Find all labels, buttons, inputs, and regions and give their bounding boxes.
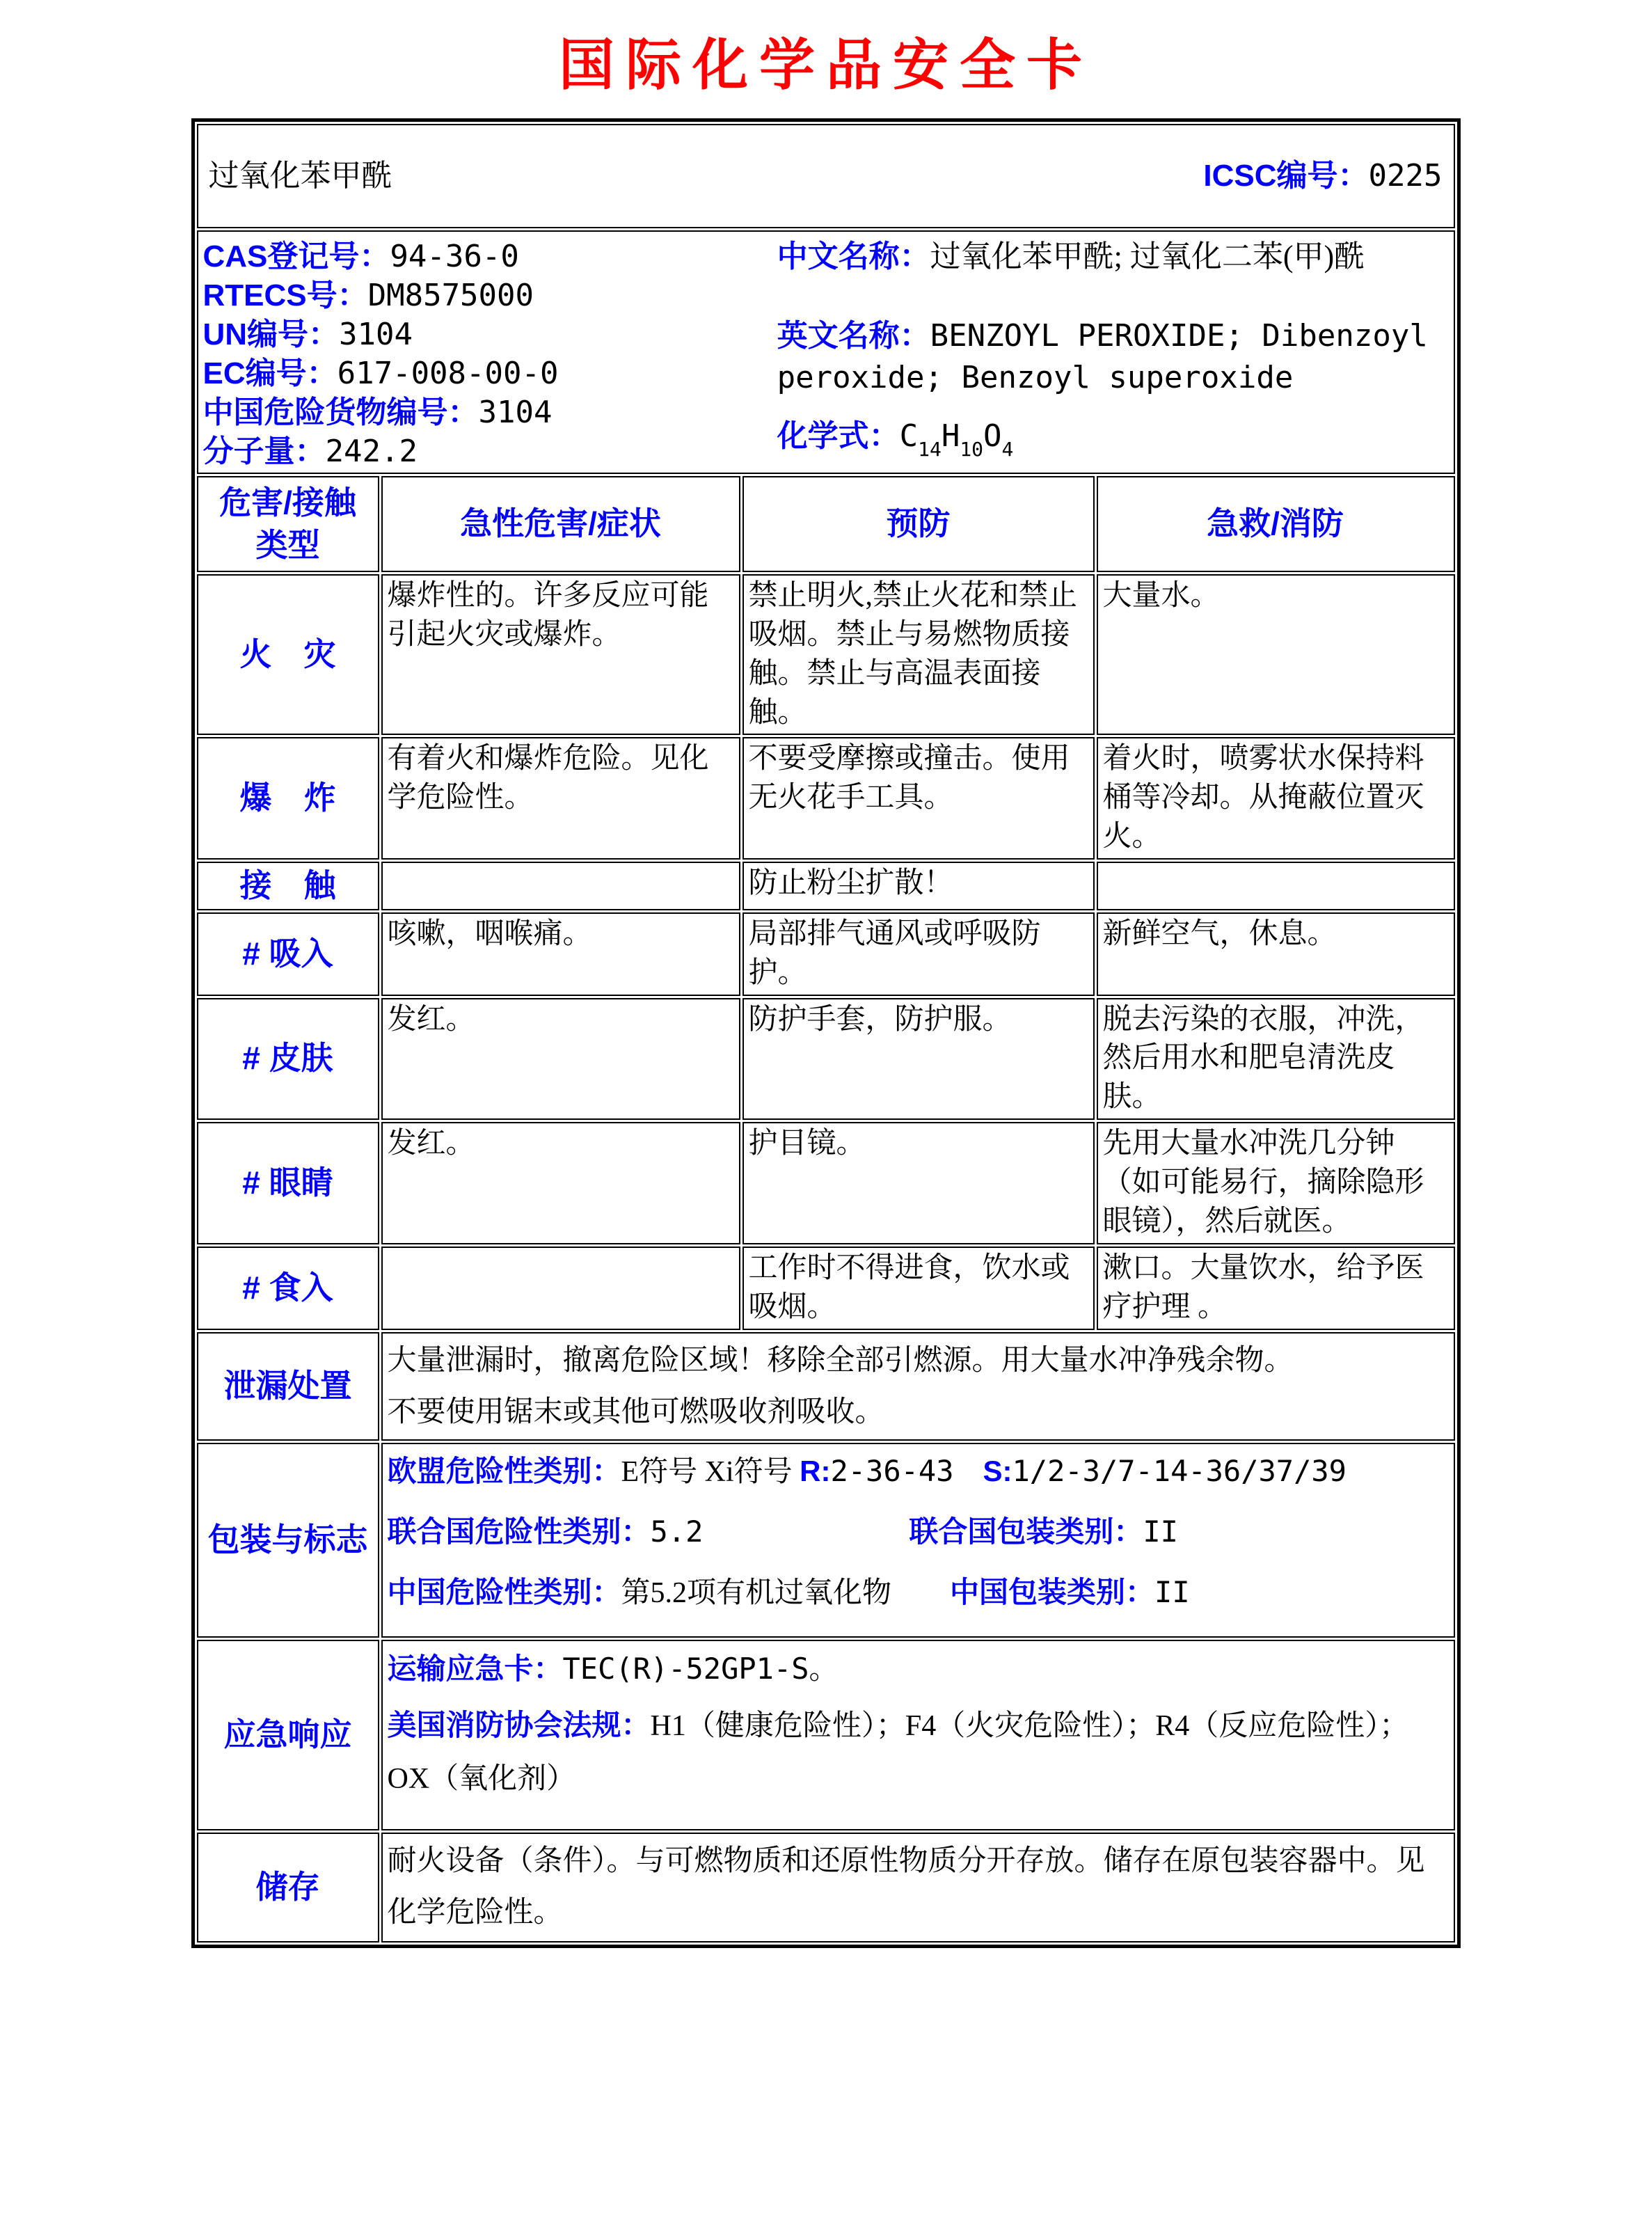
exposure-prevention-cell: 防止粉尘扩散！ [742,862,1095,910]
explosion-type-cell: 爆 炸 [197,737,379,860]
cn-pack-group: II [1154,1574,1190,1609]
ec-number-value: 617-008-00-0 [337,356,559,391]
hazard-row-eyes [197,1122,1454,1244]
eyes-prevention-cell: 护目镜。 [742,1122,1095,1244]
card-title-row [197,124,1454,228]
identifiers-left-column [202,237,774,471]
storage-label-cell: 储存 [197,1833,379,1943]
skin-response-cell: 脱去污染的衣服，冲洗，然后用水和肥皂清洗皮肤。 [1097,998,1454,1121]
transport-emergency-card-line: 运输应急卡：TEC(R)-52GP1-S。 [387,1651,839,1686]
chemical-formula-line [777,417,1448,461]
identifiers-row [197,230,1454,474]
cn-classification-line: 中国危险性类别：第5.2项有机过氧化物 中国包装类别：II [387,1574,1190,1609]
skin-symptoms-cell: 发红。 [381,998,740,1121]
explosion-response-cell: 着火时，喷雾状水保持料桶等冷却。从掩蔽位置灭火。 [1097,737,1454,860]
eu-symbols: E符号 Xi符号 [621,1455,800,1488]
emergency-content-cell [381,1640,1454,1830]
nfpa-ratings: H1（健康危险性）；F4（火灾危险性）；R4（反应危险性）；OX（氧化剂） [387,1709,1409,1795]
explosion-symptoms-cell: 有着火和爆炸危险。见化学危险性。 [381,737,740,860]
molecular-weight-value: 242.2 [325,434,418,469]
english-name-value: BENZOYL PEROXIDE; Dibenzoyl peroxide; Benzoyl superoxide [777,318,1428,395]
chinese-name-line [777,237,1448,276]
hazard-row-explosion [197,737,1454,860]
identifiers-right-column [775,237,1448,471]
header-acute-hazards: 急性危害/症状 [381,476,740,572]
un-number-value: 3104 [339,317,413,352]
ingestion-prevention-cell: 工作时不得进食，饮水或吸烟。 [742,1247,1095,1330]
fire-type-cell: 火 灾 [197,574,379,735]
molecular-weight-line [202,432,774,471]
chemical-formula-value: $C_{14}H_{10}O_4$ [899,418,1014,461]
china-dg-number-label: 中国危险货物编号： [202,395,479,429]
un-number-line [202,315,774,354]
hazard-row-inhalation [197,912,1454,996]
storage-content: 耐火设备（条件）。与可燃物质和还原性物质分开存放。储存在原包装容器中。见化学危险性。 [387,1844,1425,1929]
ingestion-response-cell: 漱口。大量饮水，给予医疗护理 。 [1097,1247,1454,1330]
ec-number-line [202,354,774,393]
un-number-label: UN编号： [202,317,340,351]
icsc-number-label: ICSC编号： [1203,158,1369,193]
header-hazard-type: 危害/接触 类型 [197,476,379,572]
inhalation-symptoms-cell: 咳嗽，咽喉痛。 [381,912,740,996]
english-name-line [777,315,1448,399]
hazard-header-row [197,476,1454,572]
inhalation-type-cell: # 吸入 [197,912,379,996]
cas-number-label: CAS登记号： [202,239,390,274]
packaging-label-cell: 包装与标志 [197,1443,379,1638]
english-name-label: 英文名称： [777,319,930,353]
cas-number-line [202,237,774,276]
r-phrases: 2-36-43 [830,1453,954,1488]
ec-number-label: EC编号： [202,356,337,390]
rtecs-number-value: DM8575000 [367,278,534,313]
nfpa-code-line: 美国消防协会法规：H1（健康危险性）；F4（火灾危险性）；R4（反应危险性）；OX（氧化剂） [387,1708,1409,1795]
skin-type-cell: # 皮肤 [197,998,379,1121]
exposure-response-cell [1097,862,1454,910]
s-phrases: 1/2-3/7-14-36/37/39 [1012,1453,1347,1488]
card-title-cell [197,124,1454,228]
icsc-number [1203,156,1442,197]
fire-response-cell: 大量水。 [1097,574,1454,735]
spill-disposal-row [197,1332,1454,1441]
spill-disposal-label-cell: 泄漏处置 [197,1332,379,1441]
skin-prevention-cell: 防护手套，防护服。 [742,998,1095,1121]
cas-number-value: 94-36-0 [390,239,519,274]
storage-content-cell [381,1833,1454,1943]
hazard-row-exposure [197,862,1454,910]
cn-hazard-class: 第5.2项有机过氧化物 [621,1576,892,1609]
rtecs-number-line [202,276,774,315]
emergency-label-cell: 应急响应 [197,1640,379,1830]
explosion-prevention-cell: 不要受摩擦或撞击。使用无火花手工具。 [742,737,1095,860]
page-title: 国际化学品安全卡 [559,34,1093,96]
china-dg-number-line [202,393,774,432]
eyes-response-cell: 先用大量水冲洗几分钟（如可能易行，摘除隐形眼镜），然后就医。 [1097,1122,1454,1244]
chinese-name-label: 中文名称： [777,239,930,274]
chemical-formula-label: 化学式： [777,419,900,453]
un-pack-group: II [1143,1514,1178,1549]
eu-classification-line: 欧盟危险性类别：E符号 Xi符号 R:2-36-43 S:1/2-3/7-14-36/37/39 [387,1453,1347,1488]
exposure-symptoms-cell [381,862,740,910]
packaging-labelling-row [197,1443,1454,1638]
icsc-number-value: 0225 [1368,157,1443,193]
ingestion-symptoms-cell [381,1247,740,1330]
fire-symptoms-cell: 爆炸性的。许多反应可能引起火灾或爆炸。 [381,574,740,735]
identifiers-cell [197,230,1454,474]
hazard-row-fire [197,574,1454,735]
ingestion-type-cell: # 食入 [197,1247,379,1330]
un-hazard-class: 5.2 [650,1514,704,1549]
eyes-type-cell: # 眼睛 [197,1122,379,1244]
fire-prevention-cell: 禁止明火,禁止火花和禁止吸烟。禁止与易燃物质接触。禁止与高温表面接触。 [742,574,1095,735]
china-dg-number-value: 3104 [478,395,553,430]
rtecs-number-label: RTECS号： [202,278,368,312]
storage-row [197,1833,1454,1943]
inhalation-response-cell: 新鲜空气，休息。 [1097,912,1454,996]
spill-disposal-content-cell [381,1332,1454,1441]
emergency-response-row [197,1640,1454,1830]
header-prevention: 预防 [742,476,1095,572]
icsc-card-table [191,118,1460,1948]
chinese-name-value: 过氧化苯甲酰; 过氧化二苯(甲)酰 [930,239,1365,274]
spill-line-1: 大量泄漏时，撤离危险区域！移除全部引燃源。用大量水冲净残余物。 [387,1344,1294,1377]
chemical-name: 过氧化苯甲酰 [208,158,392,193]
un-classification-line: 联合国危险性类别：5.2 联合国包装类别：II [387,1514,1178,1549]
packaging-content-cell [381,1443,1454,1638]
header-first-aid: 急救/消防 [1097,476,1454,572]
hazard-row-ingestion [197,1247,1454,1330]
spill-line-2: 不要使用锯末或其他可燃吸收剂吸收。 [387,1395,884,1428]
hazard-row-skin [197,998,1454,1121]
exposure-type-cell: 接 触 [197,862,379,910]
inhalation-prevention-cell: 局部排气通风或呼吸防护。 [742,912,1095,996]
tec-code: TEC(R)-52GP1-S。 [562,1651,839,1686]
molecular-weight-label: 分子量： [202,434,326,468]
eyes-symptoms-cell: 发红。 [381,1122,740,1244]
